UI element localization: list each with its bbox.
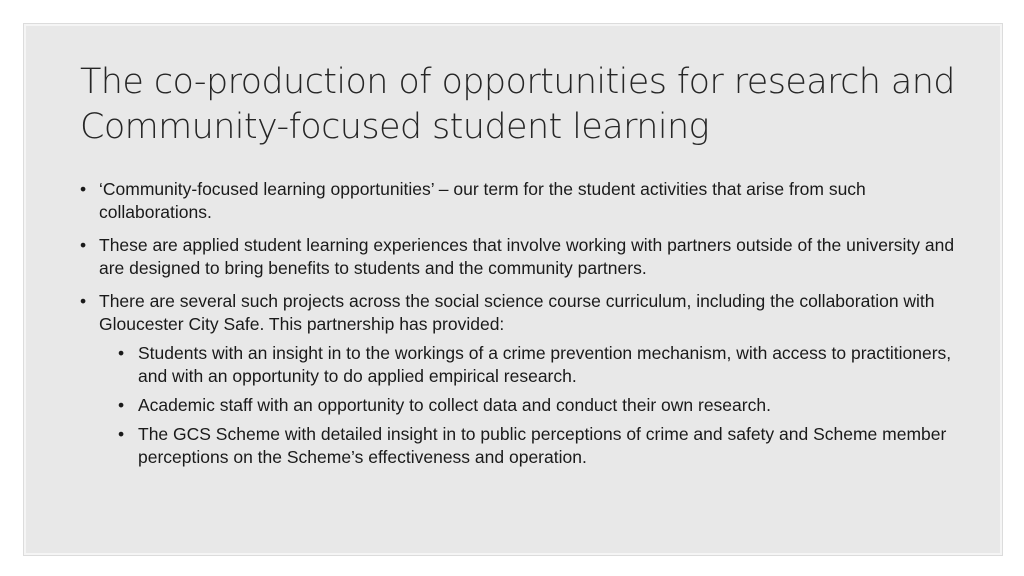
slide bbox=[24, 24, 1002, 555]
bullet-text: These are applied student learning experiences that involve working with partners outside of the university and are designed to bring benefits to students and the community partners. bbox=[99, 235, 955, 278]
sub-bullet-item bbox=[99, 394, 970, 417]
bullet-item bbox=[80, 290, 970, 469]
bullet-icon: • bbox=[80, 291, 87, 311]
bullet-text: There are several such projects across the social science course curriculum, including the collaboration with Gloucester City Safe. This partnership has provided: bbox=[99, 291, 935, 334]
bullet-icon: • bbox=[118, 424, 125, 444]
sub-bullet-text: The GCS Scheme with detailed insight in to public perceptions of crime and safety and Scheme member perceptions on the Scheme’s effectiveness and operation. bbox=[138, 424, 947, 467]
bullet-icon: • bbox=[118, 395, 125, 415]
bullet-item bbox=[80, 178, 970, 224]
sub-bullet-item bbox=[99, 342, 970, 388]
bullet-list bbox=[80, 178, 970, 469]
slide-body bbox=[80, 178, 970, 479]
slide-title: The co-production of opportunities for research and Community-focused student learning bbox=[80, 62, 955, 147]
sub-bullet-text: Students with an insight in to the workings of a crime prevention mechanism, with access to practitioners, and with an opportunity to do applied empirical research. bbox=[138, 343, 952, 386]
bullet-icon: • bbox=[80, 235, 87, 255]
sub-bullet-item bbox=[99, 423, 970, 469]
bullet-text: ‘Community-focused learning opportunities’ – our term for the student activities that arise from such collaborations. bbox=[99, 179, 866, 222]
bullet-item bbox=[80, 234, 970, 280]
bullet-icon: • bbox=[118, 343, 125, 363]
sub-bullet-text: Academic staff with an opportunity to collect data and conduct their own research. bbox=[138, 395, 771, 415]
sub-bullet-list bbox=[99, 342, 970, 469]
bullet-icon: • bbox=[80, 179, 87, 199]
